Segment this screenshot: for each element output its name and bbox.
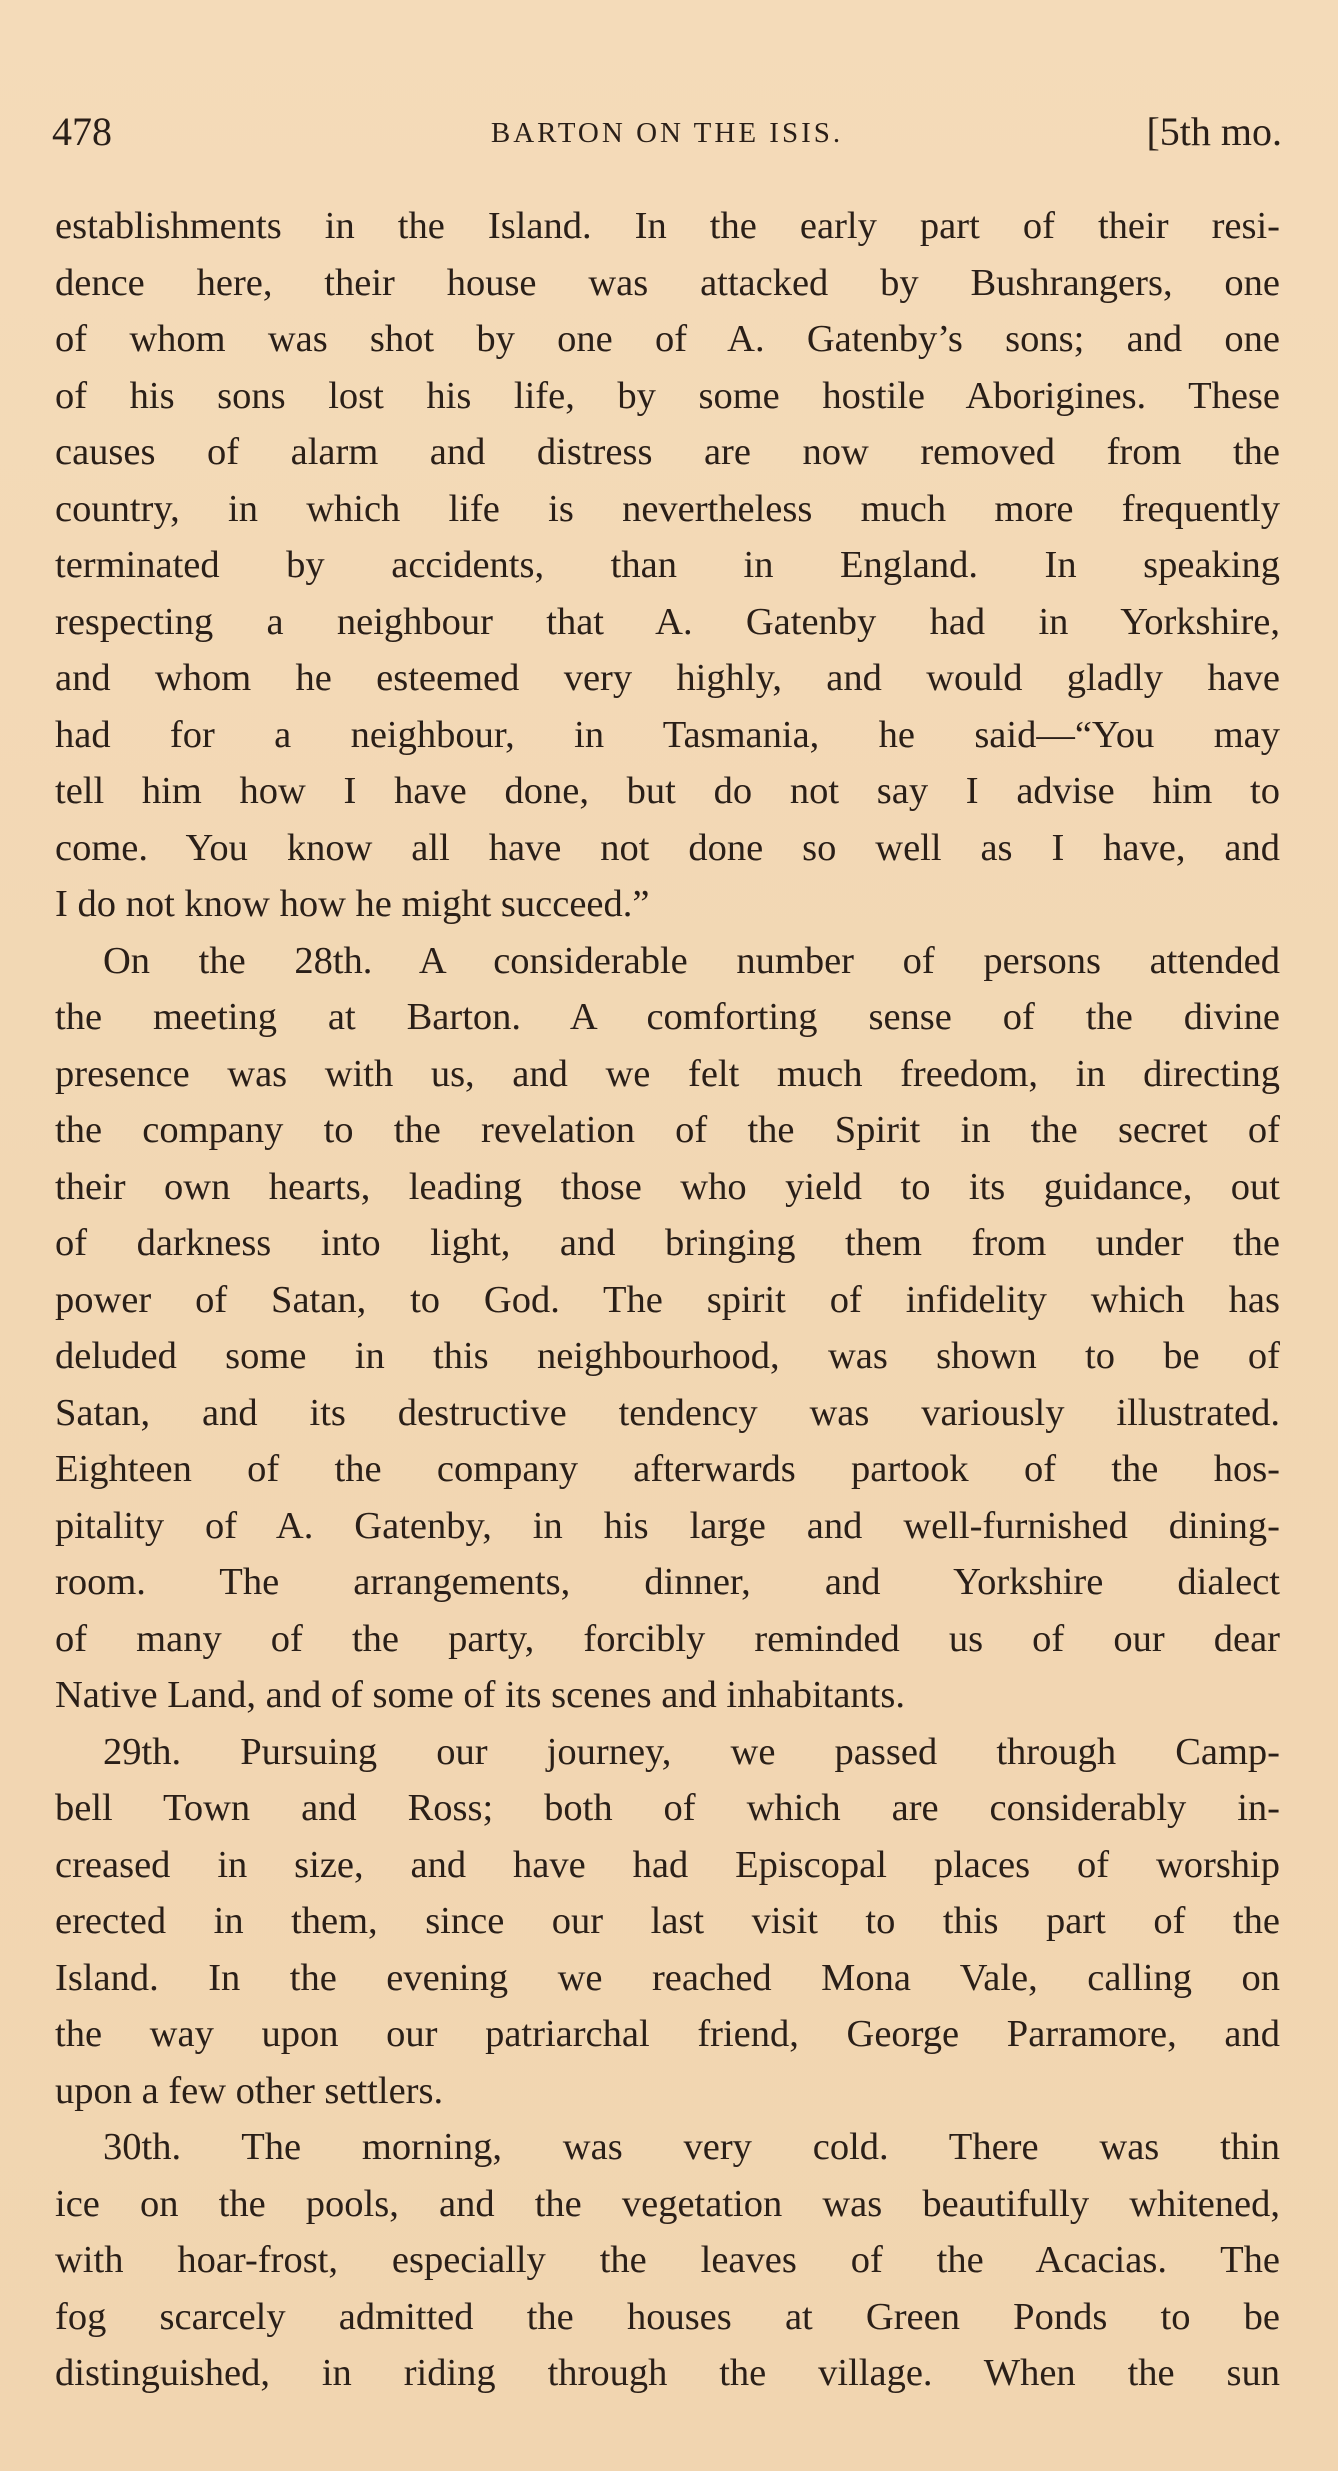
text-line: tell him how I have done, but do not say I advise him to bbox=[55, 770, 1280, 812]
text-line: room. The arrangements, dinner, and Yorkshire dialect bbox=[55, 1561, 1280, 1603]
text-line: ice on the pools, and the vegetation was beautifully whitened, bbox=[55, 2182, 1280, 2225]
text-line: power of Satan, to God. The spirit of infidelity which has bbox=[55, 1278, 1280, 1321]
text-line: Satan, and its destructive tendency was variously illustrated. bbox=[55, 1391, 1280, 1434]
text-line: distinguished, in riding through the village. When the sun bbox=[55, 2352, 1280, 2394]
text-line: causes of alarm and distress are now removed from the bbox=[55, 431, 1280, 473]
text-line: dence here, their house was attacked by Bushrangers, one bbox=[55, 261, 1280, 304]
text-line: with hoar-frost, especially the leaves of the Acacias. The bbox=[55, 2239, 1280, 2281]
text-line: presence was with us, and we felt much freedom, in directing bbox=[55, 1052, 1280, 1095]
text-line: Island. In the evening we reached Mona Vale, calling on bbox=[55, 1956, 1280, 1999]
text-line: On the 28th. A considerable number of persons attended bbox=[103, 939, 1280, 982]
text-line: I do not know how he might succeed.” bbox=[55, 883, 650, 925]
text-line: Eighteen of the company afterwards partook of the hos- bbox=[55, 1448, 1280, 1490]
text-line: and whom he esteemed very highly, and would gladly have bbox=[55, 657, 1280, 699]
page-number: 478 bbox=[52, 109, 112, 154]
text-line: upon a few other settlers. bbox=[55, 2069, 444, 2112]
text-line: had for a neighbour, in Tasmania, he said—“You may bbox=[55, 713, 1280, 756]
text-line: country, in which life is nevertheless much more frequently bbox=[55, 487, 1280, 530]
section-label: [5th mo. bbox=[1146, 109, 1282, 154]
text-line: pitality of A. Gatenby, in his large and well-furnished dining- bbox=[55, 1504, 1280, 1547]
text-line: of whom was shot by one of A. Gatenby’s sons; and one bbox=[55, 318, 1280, 360]
text-line: terminated by accidents, than in England. In speaking bbox=[55, 544, 1280, 586]
running-header bbox=[52, 102, 1282, 162]
text-line: establishments in the Island. In the early part of their resi- bbox=[55, 205, 1280, 247]
text-line: deluded some in this neighbourhood, was shown to be of bbox=[55, 1335, 1280, 1377]
running-title: BARTON ON THE ISIS. bbox=[490, 117, 844, 149]
text-line: Native Land, and of some of its scenes and inhabitants. bbox=[55, 1674, 905, 1716]
text-line: the company to the revelation of the Spirit in the secret of bbox=[55, 1109, 1280, 1151]
text-line: bell Town and Ross; both of which are considerably in- bbox=[55, 1787, 1280, 1829]
text-line: their own hearts, leading those who yield to its guidance, out bbox=[55, 1165, 1280, 1208]
text-line: 29th. Pursuing our journey, we passed through Camp- bbox=[103, 1730, 1280, 1773]
text-line: of darkness into light, and bringing them from under the bbox=[55, 1222, 1280, 1264]
text-line: erected in them, since our last visit to this part of the bbox=[55, 1900, 1280, 1942]
text-line: creased in size, and have had Episcopal places of worship bbox=[55, 1843, 1280, 1886]
text-line: come. You know all have not done so well as I have, and bbox=[55, 826, 1280, 869]
text-line: respecting a neighbour that A. Gatenby had in Yorkshire, bbox=[55, 600, 1280, 643]
text-line: the meeting at Barton. A comforting sense of the divine bbox=[55, 996, 1280, 1038]
text-line: fog scarcely admitted the houses at Green Ponds to be bbox=[55, 2295, 1280, 2338]
text-line: 30th. The morning, was very cold. There was thin bbox=[103, 2126, 1280, 2168]
text-line: of his sons lost his life, by some hostile Aborigines. These bbox=[55, 374, 1280, 417]
body-text bbox=[55, 198, 1280, 2402]
text-line: the way upon our patriarchal friend, George Parramore, and bbox=[55, 2013, 1280, 2055]
text-line: of many of the party, forcibly reminded us of our dear bbox=[55, 1617, 1280, 1660]
